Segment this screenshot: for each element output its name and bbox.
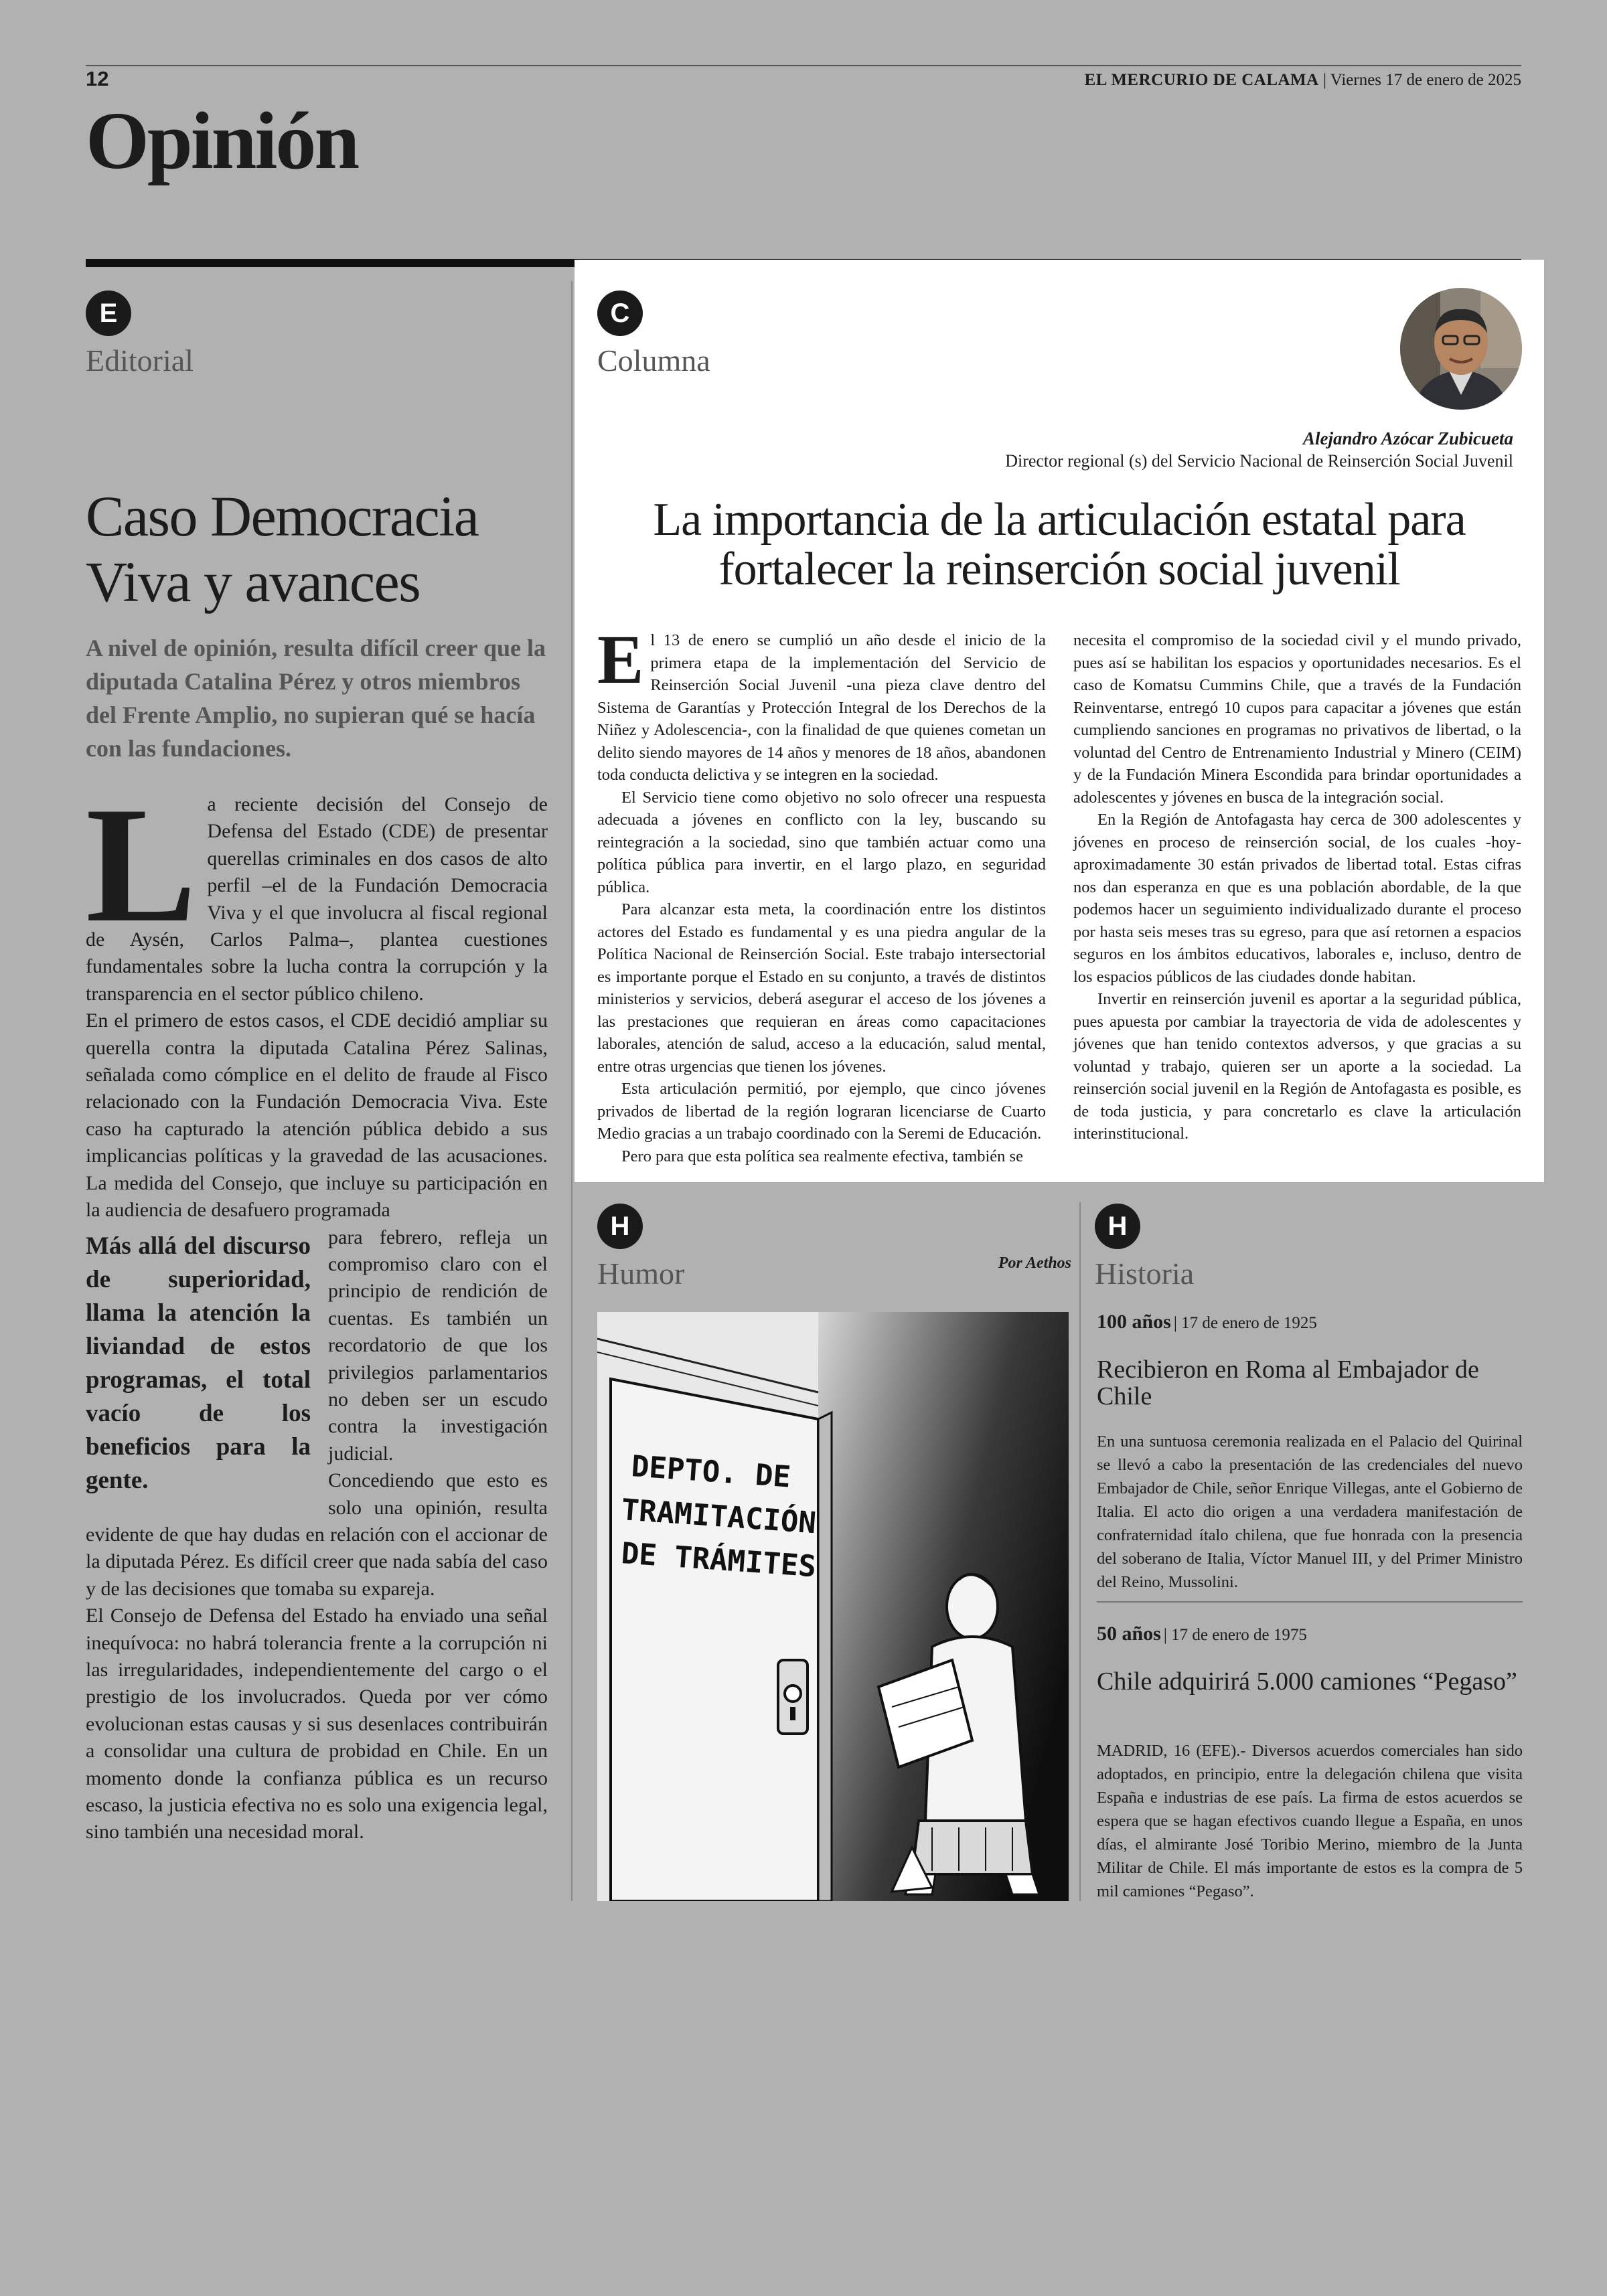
editorial-paragraph: a reciente decisión del Consejo de Defensa del Estado (CDE) de presentar querellas criminales en dos casos de alto perfil –el de la Fundación Democracia Viva y el que involucra al fiscal regional de Aysén, Carlos Palma–, plantea cuestiones fundamentales sobre la lucha contra la corrupción y la transparencia en el sector público chileno. xyxy=(86,793,548,1005)
historia-divider xyxy=(1097,1601,1523,1603)
columna-paragraph: l 13 de enero se cumplió un año desde el inicio de la primera etapa de la implementación del Servicio de Reinserción Social Juvenil -una pieza clave dentro del Sistema de Garantías y Protección Integral de los Derechos de la Niñez y Adolescencia-, con la finalidad de que quienes cometan un delito siendo mayores de 14 años y menores de 18 años, abandonen toda conducta delictiva y se integren en la sociedad. xyxy=(597,631,1046,784)
historia-years: 100 años xyxy=(1097,1311,1171,1333)
columna-paragraph: Esta articulación permitió, por ejemplo, que cinco jóvenes privados de libertad de la región lograran licenciarse de Cuarto Medio gracias a un trabajo coordinado con la Seremi de Educación. xyxy=(597,1080,1046,1143)
humor-badge: H xyxy=(597,1204,643,1249)
columna-headline: La importancia de la articulación estatal para fortalecer la reinserción social juvenil xyxy=(653,494,1466,595)
columna-paragraph: necesita el compromiso de la sociedad civil y el mundo privado, pues así se habilitan los espacios y oportunidades necesarios. Es el caso de Komatsu Cummins Chile, que a través de la Fundación Reinventarse, entregó 10 cupos para capacitar a jóvenes que están cumpliendo sanciones en programas no privativos de libertad, o la voluntad del Centro de Entrenamiento Industrial y Minero (CEIM) y de la Fundación Minera Escondida para brindar oportunidades a adolescentes y jóvenes en busca de la integración social. xyxy=(1073,631,1521,807)
columna-paragraph: En la Región de Antofagasta hay cerca de 300 adolescentes y jóvenes en proceso de reinserción social, de los cuales -hoy- aproximadamente 30 están privados de libertad total. Estas cifras nos dan esperanza en que es una población abordable, de la que podemos hacer un seguimiento individualizado durante el proceso por hasta seis meses tras su egreso, para que así retornen a espacios seguros en los ámbitos educativos, laborales e, incluso, dentro de los espacios públicos de las ciudades donde habitan. xyxy=(1073,811,1521,986)
cartoon-sign-line: DE TRÁMITES xyxy=(620,1536,818,1584)
editorial-dropcap: L xyxy=(86,772,197,957)
masthead xyxy=(1085,71,1521,90)
historia-item-title: Chile adquirirá 5.000 camiones “Pegaso” xyxy=(1097,1667,1517,1696)
columna-text-right xyxy=(1073,629,1521,1145)
masthead-separator: | xyxy=(1322,71,1330,89)
editorial-body xyxy=(86,772,548,1846)
historia-date: 17 de enero de 1925 xyxy=(1181,1314,1317,1332)
historia-item-title: Recibieron en Roma al Embajador de Chile xyxy=(1097,1356,1479,1410)
historia-separator: | xyxy=(1163,1626,1172,1644)
columna-paragraph: Invertir en reinserción juvenil es aportar a la seguridad pública, pues apuesta por cambiar la trayectoria de vida de adolescentes y jóvenes que han tenido contextos adversos, y que gracias a su voluntad y trabajo, quieren ser un aporte a la sociedad. La reinserción social juvenil en la Región de Antofagasta es posible, es de toda justicia, y para concretarlo es clave la articulación interinstitucional. xyxy=(1073,990,1521,1143)
columna-dropcap: E xyxy=(597,621,644,698)
section-title: Opinión xyxy=(86,96,358,186)
editorial-paragraph: Concediendo que esto es solo una opinión, resulta evidente de que hay dudas en relación con el accionar de la diputada Pérez. Es difícil creer que nada sabía del caso y de las decisiones que tomaba su expareja. xyxy=(86,1469,548,1600)
publication-date: Viernes 17 de enero de 2025 xyxy=(1330,71,1521,89)
page-number: 12 xyxy=(86,67,109,90)
editorial-paragraph: En el primero de estos casos, el CDE decidió ampliar su querella contra la diputada Catalina Pérez Salinas, señalada como cómplice en el delito de fraude al Fisco relacionado con la Fundación Democracia Viva. Este caso ha capturado la atención pública debido a sus implicancias políticas y la gravedad de las acusaciones. La medida del Consejo, que incluye su participación en la audiencia de desafuero programada xyxy=(86,1009,548,1222)
columna-paragraph: Para alcanzar esta meta, la coordinación entre los distintos actores del Estado es fundamental y es una piedra angular de la Política Nacional de Reinserción Social. Este trabajo intersectorial es importante porque el Estado en su conjunto, a través de distintos ministerios y servicios, deberá asegurar el acceso de los jóvenes a las prestaciones que requieran en áreas como capacitaciones laborales, atención de salud, acceso a la educación, salud mental, entre otras urgencias que tienen los jóvenes. xyxy=(597,900,1046,1076)
historia-item-date xyxy=(1097,1311,1317,1333)
historia-item-date xyxy=(1097,1623,1307,1645)
humor-cartoon xyxy=(597,1312,1069,1901)
columna-paragraph: El Servicio tiene como objetivo no solo ofrecer una respuesta adecuada a jóvenes en conflicto con la ley, buscando su reintegración a la sociedad, sino que también actuar como una política pública para invertir, en el largo plazo, en seguridad pública. xyxy=(597,788,1046,896)
author-photo xyxy=(1400,288,1522,410)
historia-kicker: Historia xyxy=(1095,1256,1195,1291)
humor-credit: Por Aethos xyxy=(998,1254,1071,1272)
editorial-paragraph: El Consejo de Defensa del Estado ha enviado una señal inequívoca: no habrá tolerancia frente a la corrupción ni las irregularidades, independientemente del cargo o el prestigio de los involucrados. Queda por ver cómo evolucionan estas causas y si sus desenlaces contribuirán a consolidar una cultura de probidad en Chile. En un momento donde la confianza pública es un recurso escaso, la justicia efectiva no es solo una exigencia legal, sino también una necesidad moral. xyxy=(86,1605,548,1843)
columna-badge: C xyxy=(597,291,643,336)
columna-text-left xyxy=(597,621,1046,1167)
cartoon-sign-line: DEPTO. DE xyxy=(630,1449,792,1495)
humor-kicker: Humor xyxy=(597,1256,685,1291)
cartoon-sign-line: TRAMITACIÓN xyxy=(620,1493,818,1541)
historia-date: 17 de enero de 1975 xyxy=(1171,1626,1307,1644)
historia-years: 50 años xyxy=(1097,1623,1161,1645)
historia-separator: | xyxy=(1173,1314,1182,1332)
editorial-badge: E xyxy=(86,291,131,336)
columna-kicker: Columna xyxy=(597,343,710,378)
historia-badge: H xyxy=(1095,1204,1140,1249)
historia-item-body: MADRID, 16 (EFE).- Diversos acuerdos comerciales han sido adoptados, en principio, entre la delegación chilena que visita España e industrias de ese país. La firma de estos acuerdos se espera que se hagan efectivos cuando llegue a España, en unos días, el almirante José Toribio Merino, miembro de la Junta Militar de Chile. El más importante de estos es la compra de 5 mil camiones “Pegaso”. xyxy=(1097,1742,1523,1900)
columna-author: Alejandro Azócar Zubicueta xyxy=(1302,428,1513,448)
publication-name: EL MERCURIO DE CALAMA xyxy=(1084,71,1319,89)
editorial-paragraph: para febrero, refleja un compromiso claro con el principio de rendición de cuentas. Es también un recordatorio de que los privilegios parlamentarios no deben ser un escudo contra la investigación judicial. xyxy=(328,1226,548,1465)
header-rule xyxy=(86,65,1521,66)
editorial-kicker: Editorial xyxy=(86,343,194,378)
editorial-deck: A nivel de opinión, resulta difícil creer que la diputada Catalina Pérez y otros miembros del Frente Amplio, no supieran qué se hacía con las fundaciones. xyxy=(86,635,546,762)
columna-author-role: Director regional (s) del Servicio Nacional de Reinserción Social Juvenil xyxy=(1005,451,1513,471)
column-divider xyxy=(571,281,572,1901)
editorial-pullquote: Más allá del discurso de superioridad, llama la atención la liviandad de estos programas, el total vacío de los beneficios para la gente. xyxy=(86,1232,311,1494)
historia-item-body: En una suntuosa ceremonia realizada en el Palacio del Quirinal se llevó a cabo la presentación de las credenciales del nuevo Embajador de Chile, señor Enrique Villegas, ante el Gobierno de Italia. El acto dio origen a una verdadera manifestación de confraternidad ítalo chilena, que fue honrada con la presencia del soberano de Italia, Víctor Manuel III, y del Primer Ministro del Reino, Mussolini. xyxy=(1097,1432,1523,1591)
editorial-headline: Caso Democracia Viva y avances xyxy=(86,484,479,614)
columna-paragraph: Pero para que esta política sea realmente efectiva, también se xyxy=(621,1147,1023,1165)
column-divider xyxy=(1079,1202,1081,1901)
